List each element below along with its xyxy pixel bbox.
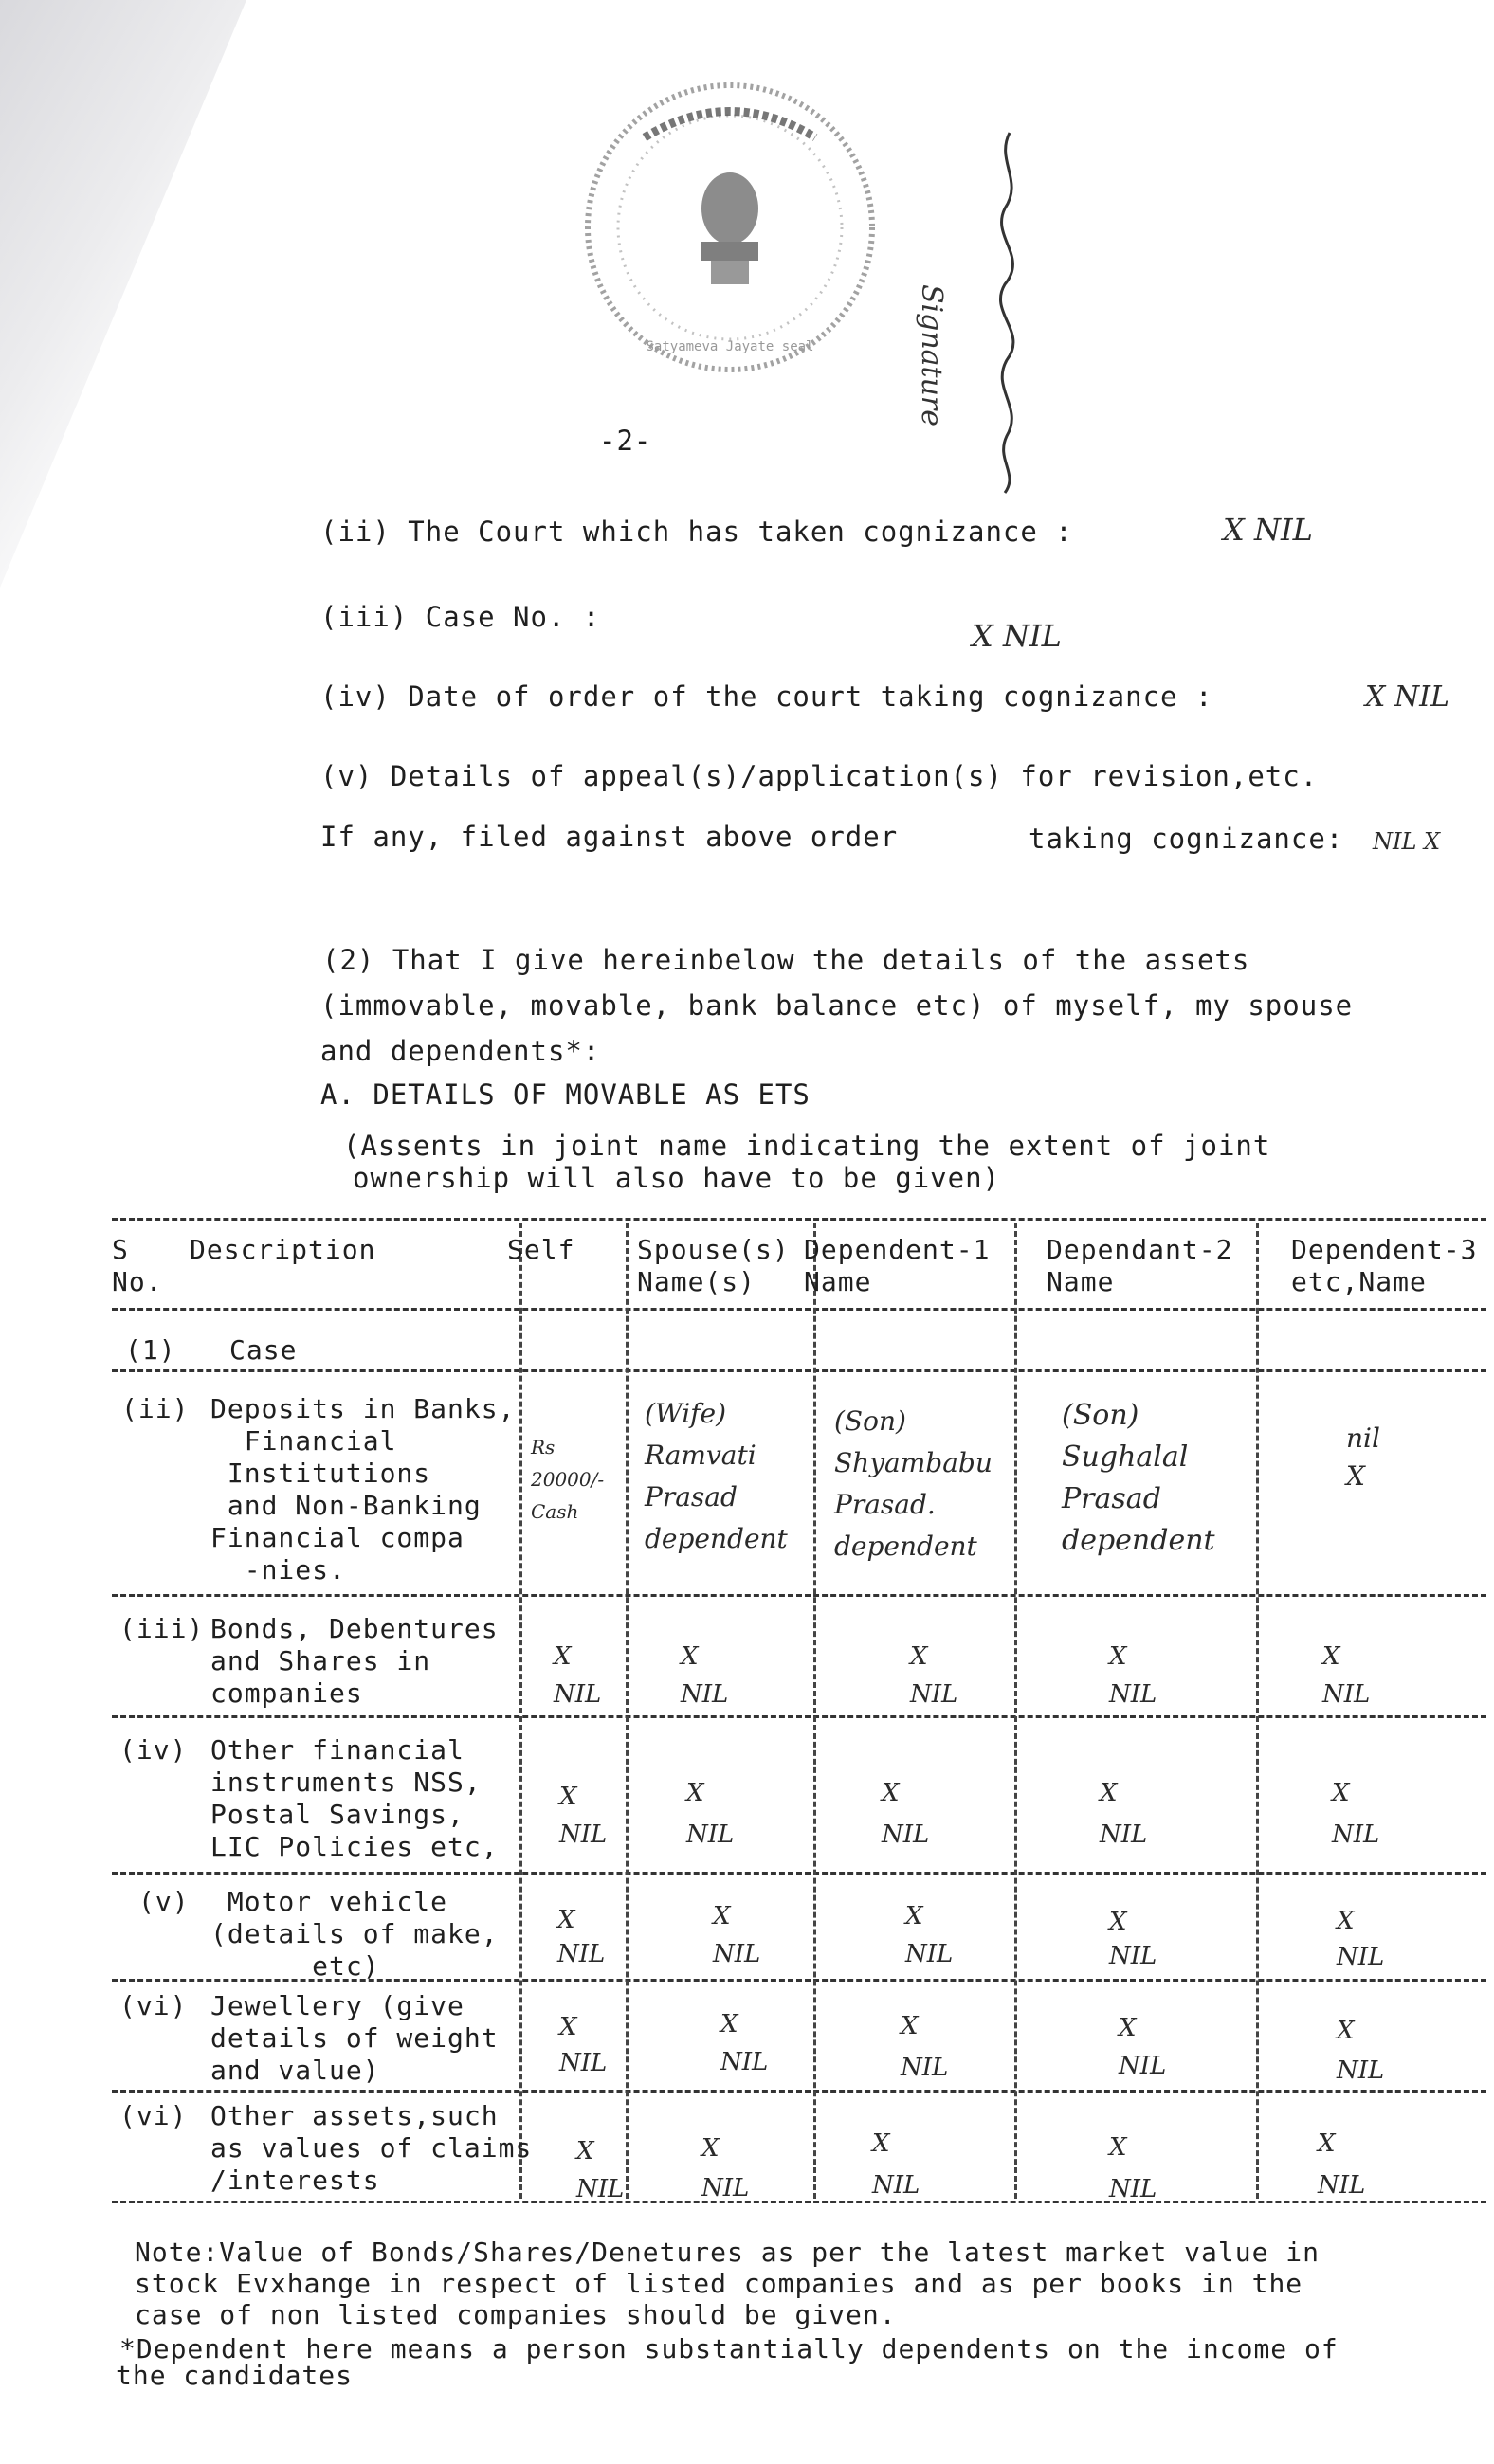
para2-line3: and dependents*: [320, 1035, 601, 1067]
row-dep3: X NIL [1337, 1907, 1385, 1971]
page-number: -2- [599, 425, 652, 457]
row-sno: (v) [138, 1886, 190, 1917]
row-sno: (ii) [121, 1393, 190, 1424]
appeal-line2: If any, filed against above order [320, 821, 899, 853]
scan-shadow [0, 0, 246, 588]
table-rule [112, 1594, 1486, 1597]
row-spouse: X NIL [720, 2010, 769, 2076]
row-dep1: X NIL [901, 2012, 949, 2082]
note-line2: stock Evxhange in respect of listed companies and as per books in the [135, 2268, 1303, 2299]
row-dep2: X NIL [1109, 2133, 1157, 2203]
table-rule [112, 2090, 1486, 2093]
row-sno: (vi) [119, 1990, 188, 2021]
column-separator [626, 1223, 629, 2199]
table-rule [112, 1872, 1486, 1875]
table-rule [112, 1369, 1486, 1372]
header-sno: S No. [112, 1234, 163, 1297]
case-no-answer: X NIL [972, 618, 1062, 654]
seal-label: Satyameva Jayate seal [646, 339, 814, 354]
row-dep2: X NIL [1119, 2014, 1167, 2080]
column-separator [1256, 1223, 1259, 2199]
column-separator [1014, 1223, 1017, 2199]
row-spouse: X NIL [681, 1642, 729, 1709]
row-desc: Deposits in Banks, Financial Institutions and Non-Banking Financial compa -nies. [210, 1393, 516, 1585]
section-sub1: (Assents in joint name indicating the extent of joint [343, 1130, 1271, 1162]
row-spouse: X NIL [686, 1779, 735, 1849]
appeal-answer: NIL X [1373, 828, 1441, 855]
appeal-line1: (v) Details of appeal(s)/application(s) for revision,etc. [320, 760, 1319, 792]
row-sno: (iv) [119, 1734, 188, 1766]
row-spouse: X NIL [713, 1902, 761, 1968]
row-desc: Bonds, Debentures and Shares in companies [210, 1613, 499, 1709]
para2-line2: (immovable, movable, bank balance etc) of myself, my spouse [320, 989, 1354, 1022]
row-spouse: X NIL [701, 2134, 750, 2202]
table-rule [112, 1218, 1486, 1221]
signature-scribble [976, 123, 1043, 502]
row-spouse: (Wife) Ramvati Prasad dependent [645, 1398, 788, 1554]
row-self: X NIL [554, 1642, 602, 1709]
date-order-label: (iv) Date of order of the court taking cognizance : [320, 680, 1213, 713]
row-sno: (1) [125, 1334, 176, 1366]
margin-signature-text: Signature [915, 284, 948, 427]
row-self: X NIL [559, 2013, 608, 2077]
row-desc: Jewellery (give details of weight and value) [210, 1990, 499, 2086]
row-sno: (iii) [119, 1613, 205, 1644]
section-heading: A. DETAILS OF MOVABLE AS ETS [320, 1078, 811, 1111]
court-label: (ii) The Court which has taken cognizance : [320, 516, 1073, 548]
row-dep1: X NIL [905, 1902, 954, 1968]
note-line1: Note:Value of Bonds/Shares/Denetures as per the latest market value in [135, 2237, 1321, 2268]
header-self: Self [507, 1234, 575, 1265]
para2-line1: (2) That I give hereinbelow the details of the assets [322, 944, 1250, 976]
section-sub2: ownership will also have to be given) [353, 1162, 1001, 1194]
court-answer: X NIL [1223, 512, 1313, 548]
row-dep1: X NIL [882, 1779, 930, 1849]
row-self: X NIL [576, 2137, 625, 2203]
row-desc: Case [229, 1334, 298, 1366]
header-dep2: Dependant-2 Name [1047, 1234, 1233, 1297]
row-self: X NIL [559, 1783, 608, 1849]
row-dep2: X NIL [1100, 1779, 1148, 1849]
row-desc: Other assets,such as values of claims /interests [210, 2100, 533, 2196]
lion-capital-icon [701, 172, 758, 284]
appeal-line2b: taking cognizance: [1029, 823, 1344, 855]
row-dep1: X NIL [910, 1642, 958, 1709]
row-dep3: X NIL [1322, 1642, 1371, 1709]
column-separator [813, 1223, 816, 2199]
column-separator [519, 1223, 522, 2199]
row-dep2: X NIL [1109, 1908, 1157, 1970]
row-dep2: (Son) Sughalal Prasad dependent [1062, 1399, 1215, 1557]
table-rule [112, 2201, 1486, 2203]
table-rule [112, 1308, 1486, 1311]
row-dep1: X NIL [872, 2129, 920, 2200]
row-self: Rs 20000/- Cash [531, 1436, 605, 1523]
header-dep1: Dependent-1 Name [804, 1234, 991, 1297]
case-no-label: (iii) Case No. : [320, 601, 601, 633]
note-line3: case of non listed companies should be given. [135, 2299, 897, 2330]
row-desc: Other financial instruments NSS, Postal Savings, LIC Policies etc, [210, 1734, 499, 1862]
row-dep3: X NIL [1318, 2129, 1366, 2200]
note-line5: the candidates [116, 2360, 354, 2391]
row-dep3: X NIL [1332, 1779, 1380, 1849]
row-desc: Motor vehicle (details of make, etc) [210, 1886, 499, 1982]
table-rule [112, 1715, 1486, 1718]
header-dep3: Dependent-3 etc,Name [1291, 1234, 1478, 1297]
header-spouse: Spouse(s) Name(s) [637, 1234, 790, 1297]
row-dep3: nil X [1346, 1422, 1380, 1492]
date-order-answer: X NIL [1365, 680, 1449, 714]
margin-signature [915, 284, 948, 426]
note-line4: *Dependent here means a person substantially dependents on the income of [119, 2333, 1339, 2364]
row-dep2: X NIL [1109, 1642, 1157, 1709]
header-description: Description [190, 1234, 376, 1265]
row-dep1: (Son) Shyambabu Prasad. dependent [834, 1405, 993, 1562]
row-dep3: X NIL [1337, 2017, 1385, 2085]
seal-emblem [569, 66, 891, 389]
row-self: X NIL [557, 1906, 606, 1968]
row-sno: (vi) [119, 2100, 188, 2131]
